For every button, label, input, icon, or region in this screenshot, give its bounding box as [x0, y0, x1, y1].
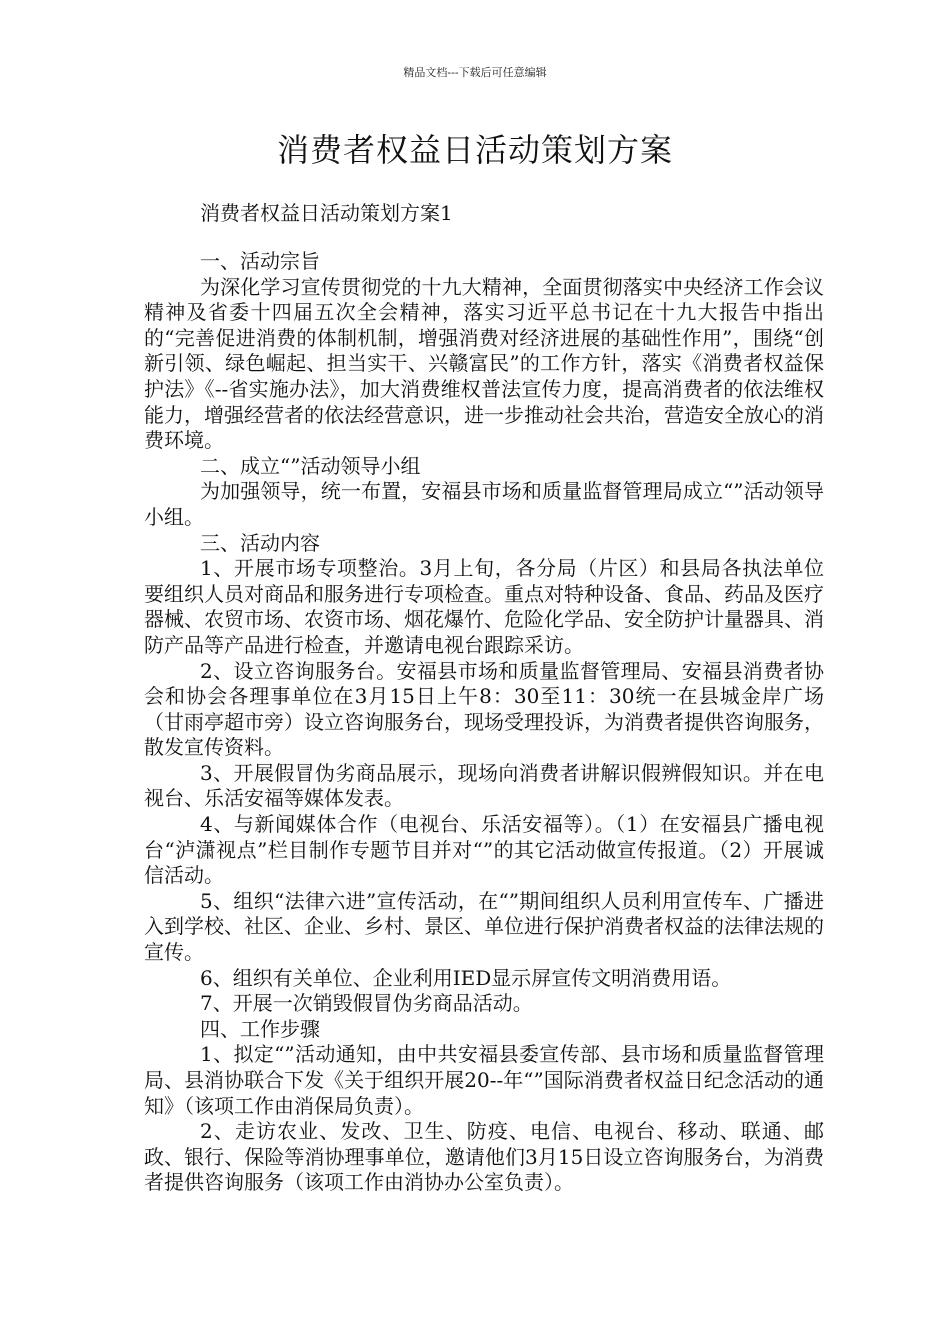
- header-note: 精品文档---下载后可任意编辑: [403, 66, 547, 79]
- paragraph: 2、走访农业、发改、卫生、防疫、电信、电视台、移动、联通、邮政、银行、保险等消协理事单位，邀请他们3月15日设立咨询服务台，为消费者提供咨询服务（该项工作由消协办公室负责）。: [144, 1119, 824, 1195]
- section-heading: 一、活动宗旨: [200, 249, 320, 273]
- document-body: [144, 249, 824, 1196]
- document-title: 消费者权益日活动策划方案: [276, 131, 673, 169]
- section-heading: 二、成立“”活动领导小组: [200, 453, 421, 478]
- paragraph: 3、开展假冒伪劣商品展示，现场向消费者讲解识假辨假知识。并在电视台、乐活安福等媒体发表。: [144, 760, 824, 811]
- document-subtitle: 消费者权益日活动策划方案1: [200, 201, 453, 225]
- paragraph: 7、开展一次销毁假冒伪劣商品活动。: [200, 991, 533, 1016]
- section-heading: 四、工作步骤: [200, 1016, 320, 1041]
- paragraph: 为加强领导，统一布置，安福县市场和质量监督管理局成立“”活动领导小组。: [144, 479, 824, 529]
- paragraph: 1、拟定“”活动通知，由中共安福县委宣传部、县市场和质量监督管理局、县消协联合下发《关于组织开展20--年“”国际消费者权益日纪念活动的通知》（该项工作由消保局负责）。: [144, 1042, 824, 1118]
- paragraph: 2、设立咨询服务台。安福县市场和质量监督管理局、安福县消费者协会和协会各理事单位在3月15日上午8：30至11：30统一在县城金岸广场（甘雨亭超市旁）设立咨询服务台，现场受理投诉，为消费者提供咨询服务，散发宣传资料。: [144, 658, 824, 760]
- paragraph: 1、开展市场专项整治。3月上旬，各分局（片区）和县局各执法单位要组织人员对商品和服务进行专项检查。重点对特种设备、食品、药品及医疗器械、农贸市场、农资市场、烟花爆竹、危险化学品、安全防护计量器具、消防产品等产品进行检查，并邀请电视台跟踪采访。: [144, 556, 824, 657]
- paragraph: 6、组织有关单位、企业利用IED显示屏宣传文明消费用语。: [200, 965, 732, 990]
- paragraph: 4、与新闻媒体合作（电视台、乐活安福等）。（1）在安福县广播电视台“泸潇视点”栏目制作专题节目并对“”的其它活动做宣传报道。（2）开展诚信活动。: [144, 812, 824, 888]
- paragraph: 为深化学习宣传贯彻党的十九大精神，全面贯彻落实中央经济工作会议精神及省委十四届五次全会精神，落实习近平总书记在十九大报告中指出的“完善促进消费的体制机制，增强消费对经济进展的基础性作用”，围绕“创新引领、绿色崛起、担当实干、兴赣富民”的工作方针，落实《消费者权益保护法》《--省实施办法》，加大消费维权普法宣传力度，提高消费者的依法维权能力，增强经营者的依法经营意识，进一步推动社会共治，营造安全放心的消费环境。: [144, 274, 824, 453]
- paragraph: 5、组织“法律六进”宣传活动，在“”期间组织人员利用宣传车、广播进入到学校、社区、企业、乡村、景区、单位进行保护消费者权益的法律法规的宣传。: [144, 888, 824, 965]
- section-heading: 三、活动内容: [200, 530, 320, 555]
